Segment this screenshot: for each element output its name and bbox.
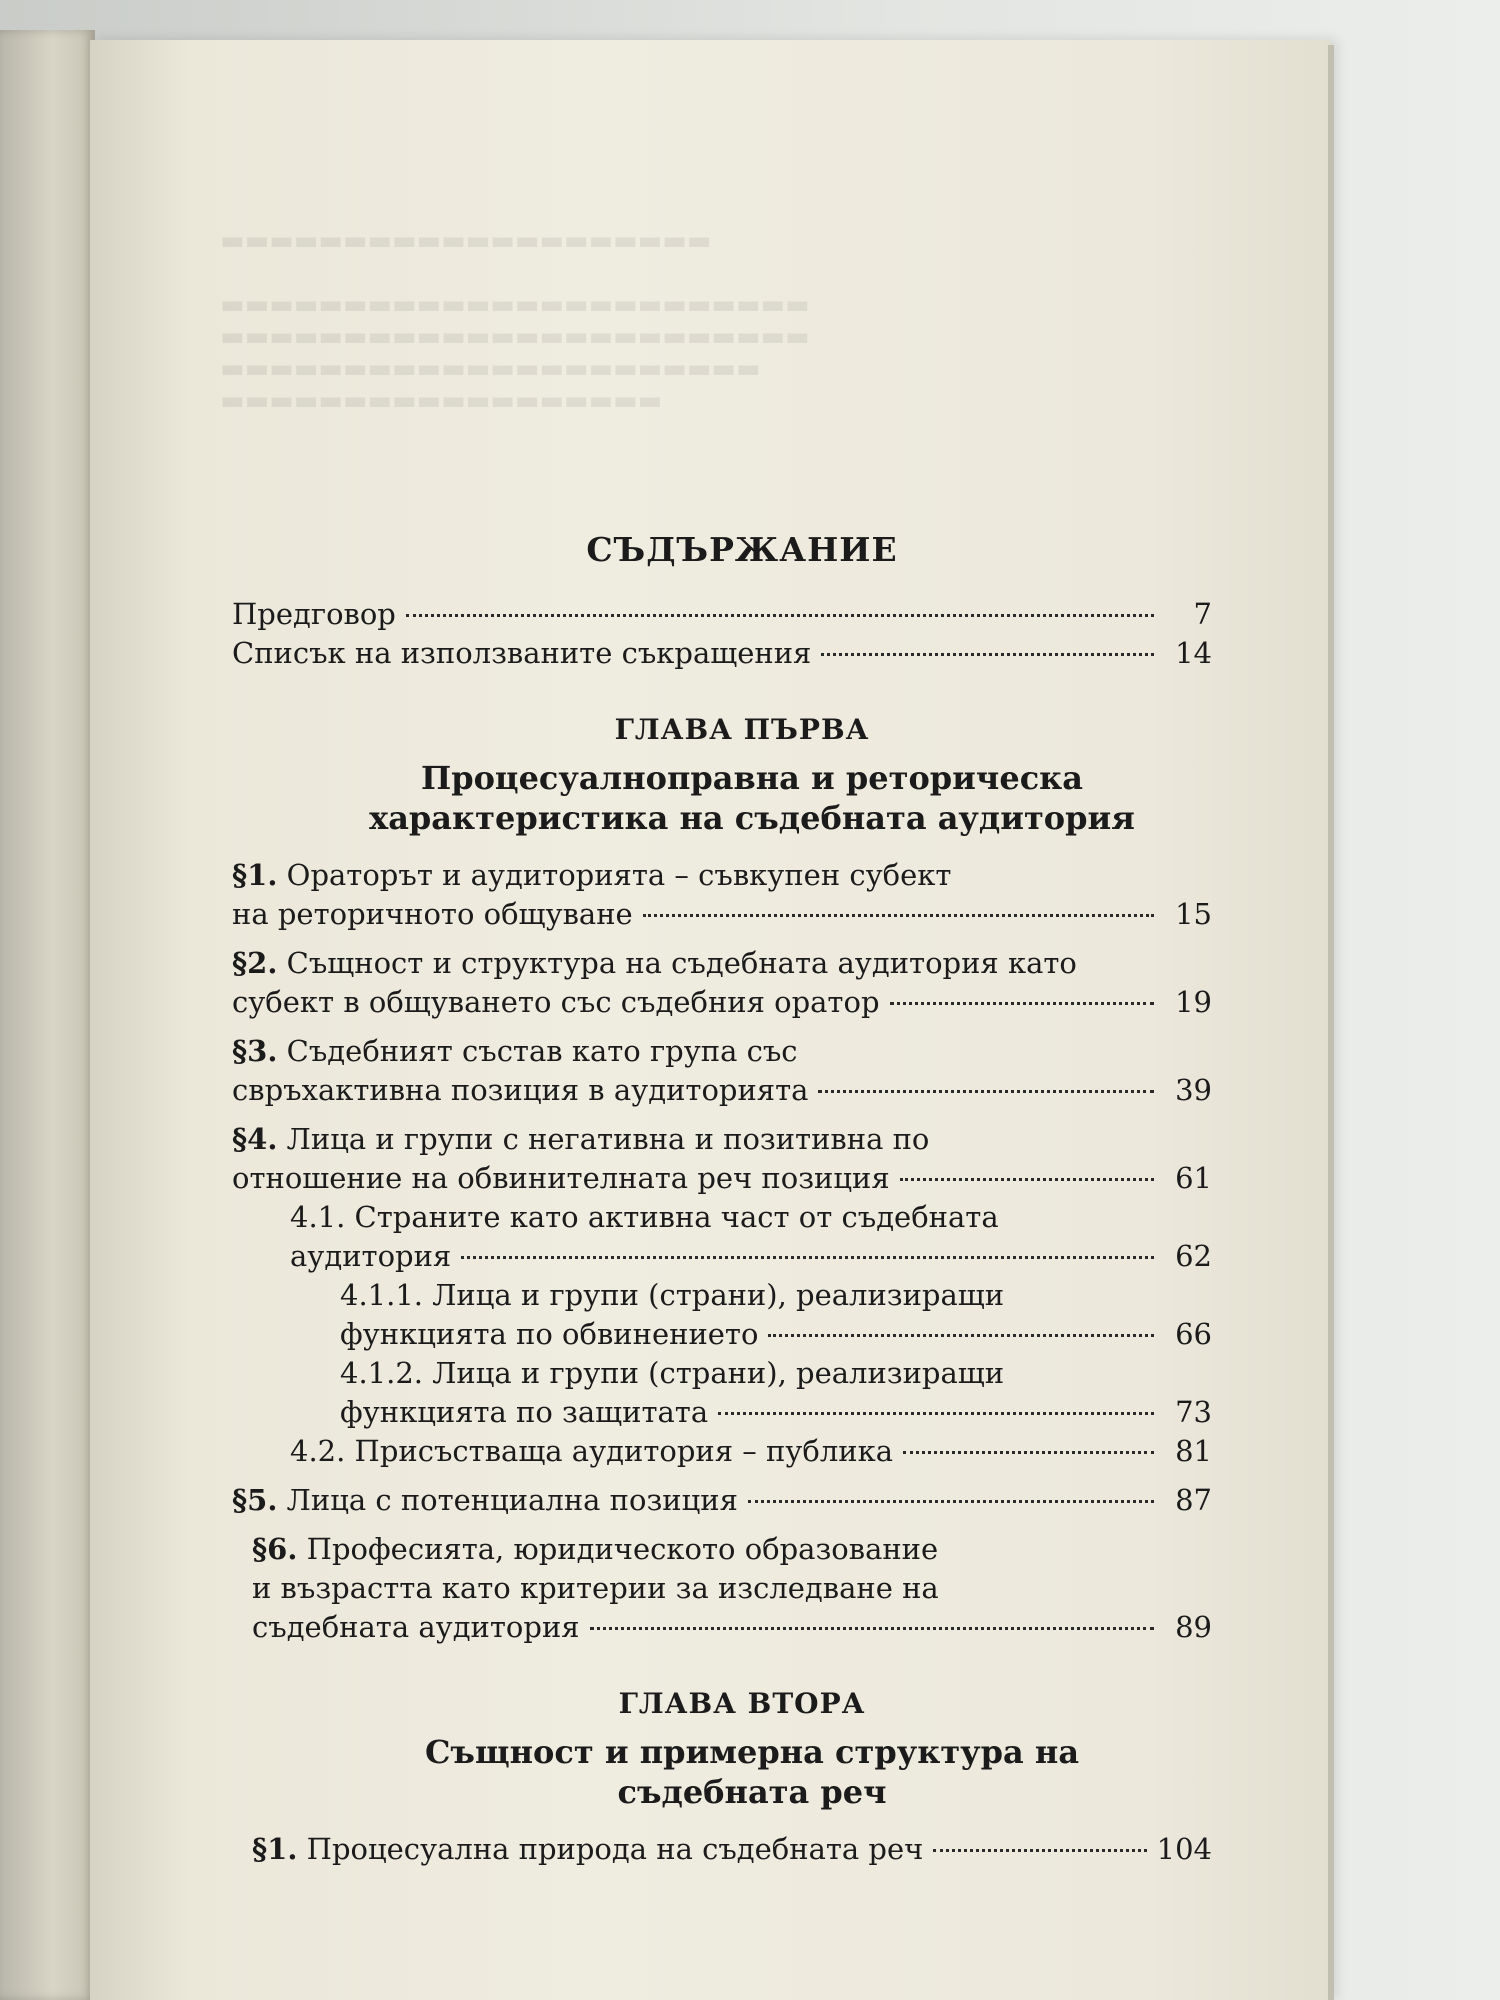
chapter-label: ГЛАВА ВТОРА	[618, 1687, 866, 1720]
section-number: §3.	[232, 1034, 278, 1068]
dot-leader	[718, 1412, 1154, 1415]
dot-leader	[890, 1002, 1154, 1005]
dot-leader	[933, 1849, 1146, 1852]
dot-leader	[903, 1451, 1154, 1454]
page-number: 19	[1175, 985, 1212, 1019]
toc-entry-section-4	[232, 1120, 1212, 1198]
section-number: §1.	[252, 1832, 298, 1866]
entry-text: 4.2. Присъстваща аудитория – публика	[290, 1434, 893, 1468]
page-number: 89	[1175, 1610, 1212, 1644]
dot-leader	[818, 1090, 1154, 1093]
chapter-label: ГЛАВА ПЪРВА	[614, 713, 870, 746]
dot-leader	[821, 653, 1154, 656]
page-number: 7	[1193, 597, 1212, 631]
left-page-edge	[0, 30, 95, 2000]
entry-text: Лица и групи с негативна и позитивна по	[277, 1122, 930, 1156]
entry-text: на реторичното общуване	[232, 897, 633, 931]
bleed-through-text: ▬▬▬▬▬▬▬▬▬▬▬▬▬▬▬▬▬▬▬▬ ▬▬▬▬▬▬▬▬▬▬▬▬▬▬▬▬▬▬▬▬▬▬▬▬ ▬▬▬▬▬▬▬▬▬▬▬▬▬▬▬▬▬▬▬▬▬▬▬▬ ▬▬▬▬▬▬▬▬▬▬▬▬▬▬▬▬▬▬▬▬▬▬ ▬▬▬▬▬▬▬▬▬▬▬▬▬▬▬▬▬▬	[220, 226, 810, 416]
entry-text: Съдебният състав като група със	[277, 1034, 798, 1068]
toc-entry-abbreviations	[232, 634, 1212, 673]
entry-text: Същност и структура на съдебната аудитория като	[277, 946, 1077, 980]
section-number: §2.	[232, 946, 278, 980]
toc-entry-section-2	[232, 944, 1212, 1022]
dot-leader	[768, 1334, 1154, 1337]
entry-text: функцията по защитата	[340, 1395, 709, 1429]
entry-label: Предговор	[232, 597, 396, 631]
toc-entry-section-6	[232, 1530, 1212, 1647]
section-number: §6.	[252, 1532, 298, 1566]
toc-subentry-4-1-2	[232, 1354, 1212, 1432]
section-number: §1.	[232, 858, 278, 892]
entry-text: Ораторът и аудиторията – съвкупен субект	[277, 858, 952, 892]
entry-text: Процесуална природа на съдебната реч	[297, 1832, 924, 1866]
dot-leader	[406, 614, 1154, 617]
page-number: 66	[1175, 1317, 1212, 1351]
entry-label: Списък на използваните съкращения	[232, 636, 812, 670]
entry-text: Професията, юридическото образование	[297, 1532, 939, 1566]
entry-text: функцията по обвинението	[340, 1317, 759, 1351]
page-edge-shadow	[1328, 45, 1334, 2000]
chapter-title	[292, 758, 1212, 838]
chapter-title	[292, 1732, 1212, 1812]
entry-text: аудитория	[290, 1239, 452, 1273]
entry-text: субект в общуването със съдебния оратор	[232, 985, 880, 1019]
dot-leader	[590, 1627, 1154, 1630]
entry-text: отношение на обвинителната реч позиция	[232, 1161, 890, 1195]
dot-leader	[748, 1500, 1154, 1503]
toc-entry-section-1	[232, 856, 1212, 934]
toc-entry-preface	[232, 595, 1212, 634]
toc-entry-ch2-section-1	[232, 1830, 1212, 1869]
chapter-title-line: съдебната реч	[617, 1773, 887, 1811]
chapter-title-line: характеристика на съдебната аудитория	[369, 799, 1135, 837]
page-number: 73	[1175, 1395, 1212, 1429]
page-number: 87	[1175, 1483, 1212, 1517]
toc-subentry-4-1	[232, 1198, 1212, 1276]
chapter-title-line: Процесуалноправна и реторическа	[420, 759, 1084, 797]
entry-text: свръхактивна позиция в аудиторията	[232, 1073, 809, 1107]
toc-subentry-4-1-1	[232, 1276, 1212, 1354]
section-number: §5.	[232, 1483, 278, 1517]
page-number: 15	[1175, 897, 1212, 931]
section-number: §4.	[232, 1122, 278, 1156]
dot-leader	[643, 914, 1154, 917]
page-title: СЪДЪРЖАНИЕ	[586, 530, 898, 569]
toc-entry-section-5	[232, 1481, 1212, 1520]
dot-leader	[900, 1178, 1154, 1181]
entry-text: Лица с потенциална позиция	[277, 1483, 738, 1517]
page-number: 104	[1156, 1832, 1212, 1866]
entry-text: съдебната аудитория	[252, 1610, 580, 1644]
entry-text: и възрастта като критерии за изследване на	[252, 1571, 939, 1605]
page-number: 14	[1175, 636, 1212, 670]
entry-text: 4.1.1. Лица и групи (страни), реализиращи	[340, 1278, 1005, 1312]
chapter-title-line: Същност и примерна структура на	[424, 1733, 1080, 1771]
table-of-contents	[232, 530, 1212, 1879]
toc-entry-section-3	[232, 1032, 1212, 1110]
page-number: 81	[1175, 1434, 1212, 1468]
entry-text: 4.1. Страните като активна част от съдебната	[290, 1200, 999, 1234]
toc-subentry-4-2	[232, 1432, 1212, 1471]
entry-text: 4.1.2. Лица и групи (страни), реализиращи	[340, 1356, 1005, 1390]
page-number: 39	[1175, 1073, 1212, 1107]
dot-leader	[461, 1256, 1154, 1259]
page-number: 61	[1175, 1161, 1212, 1195]
page-number: 62	[1175, 1239, 1212, 1273]
